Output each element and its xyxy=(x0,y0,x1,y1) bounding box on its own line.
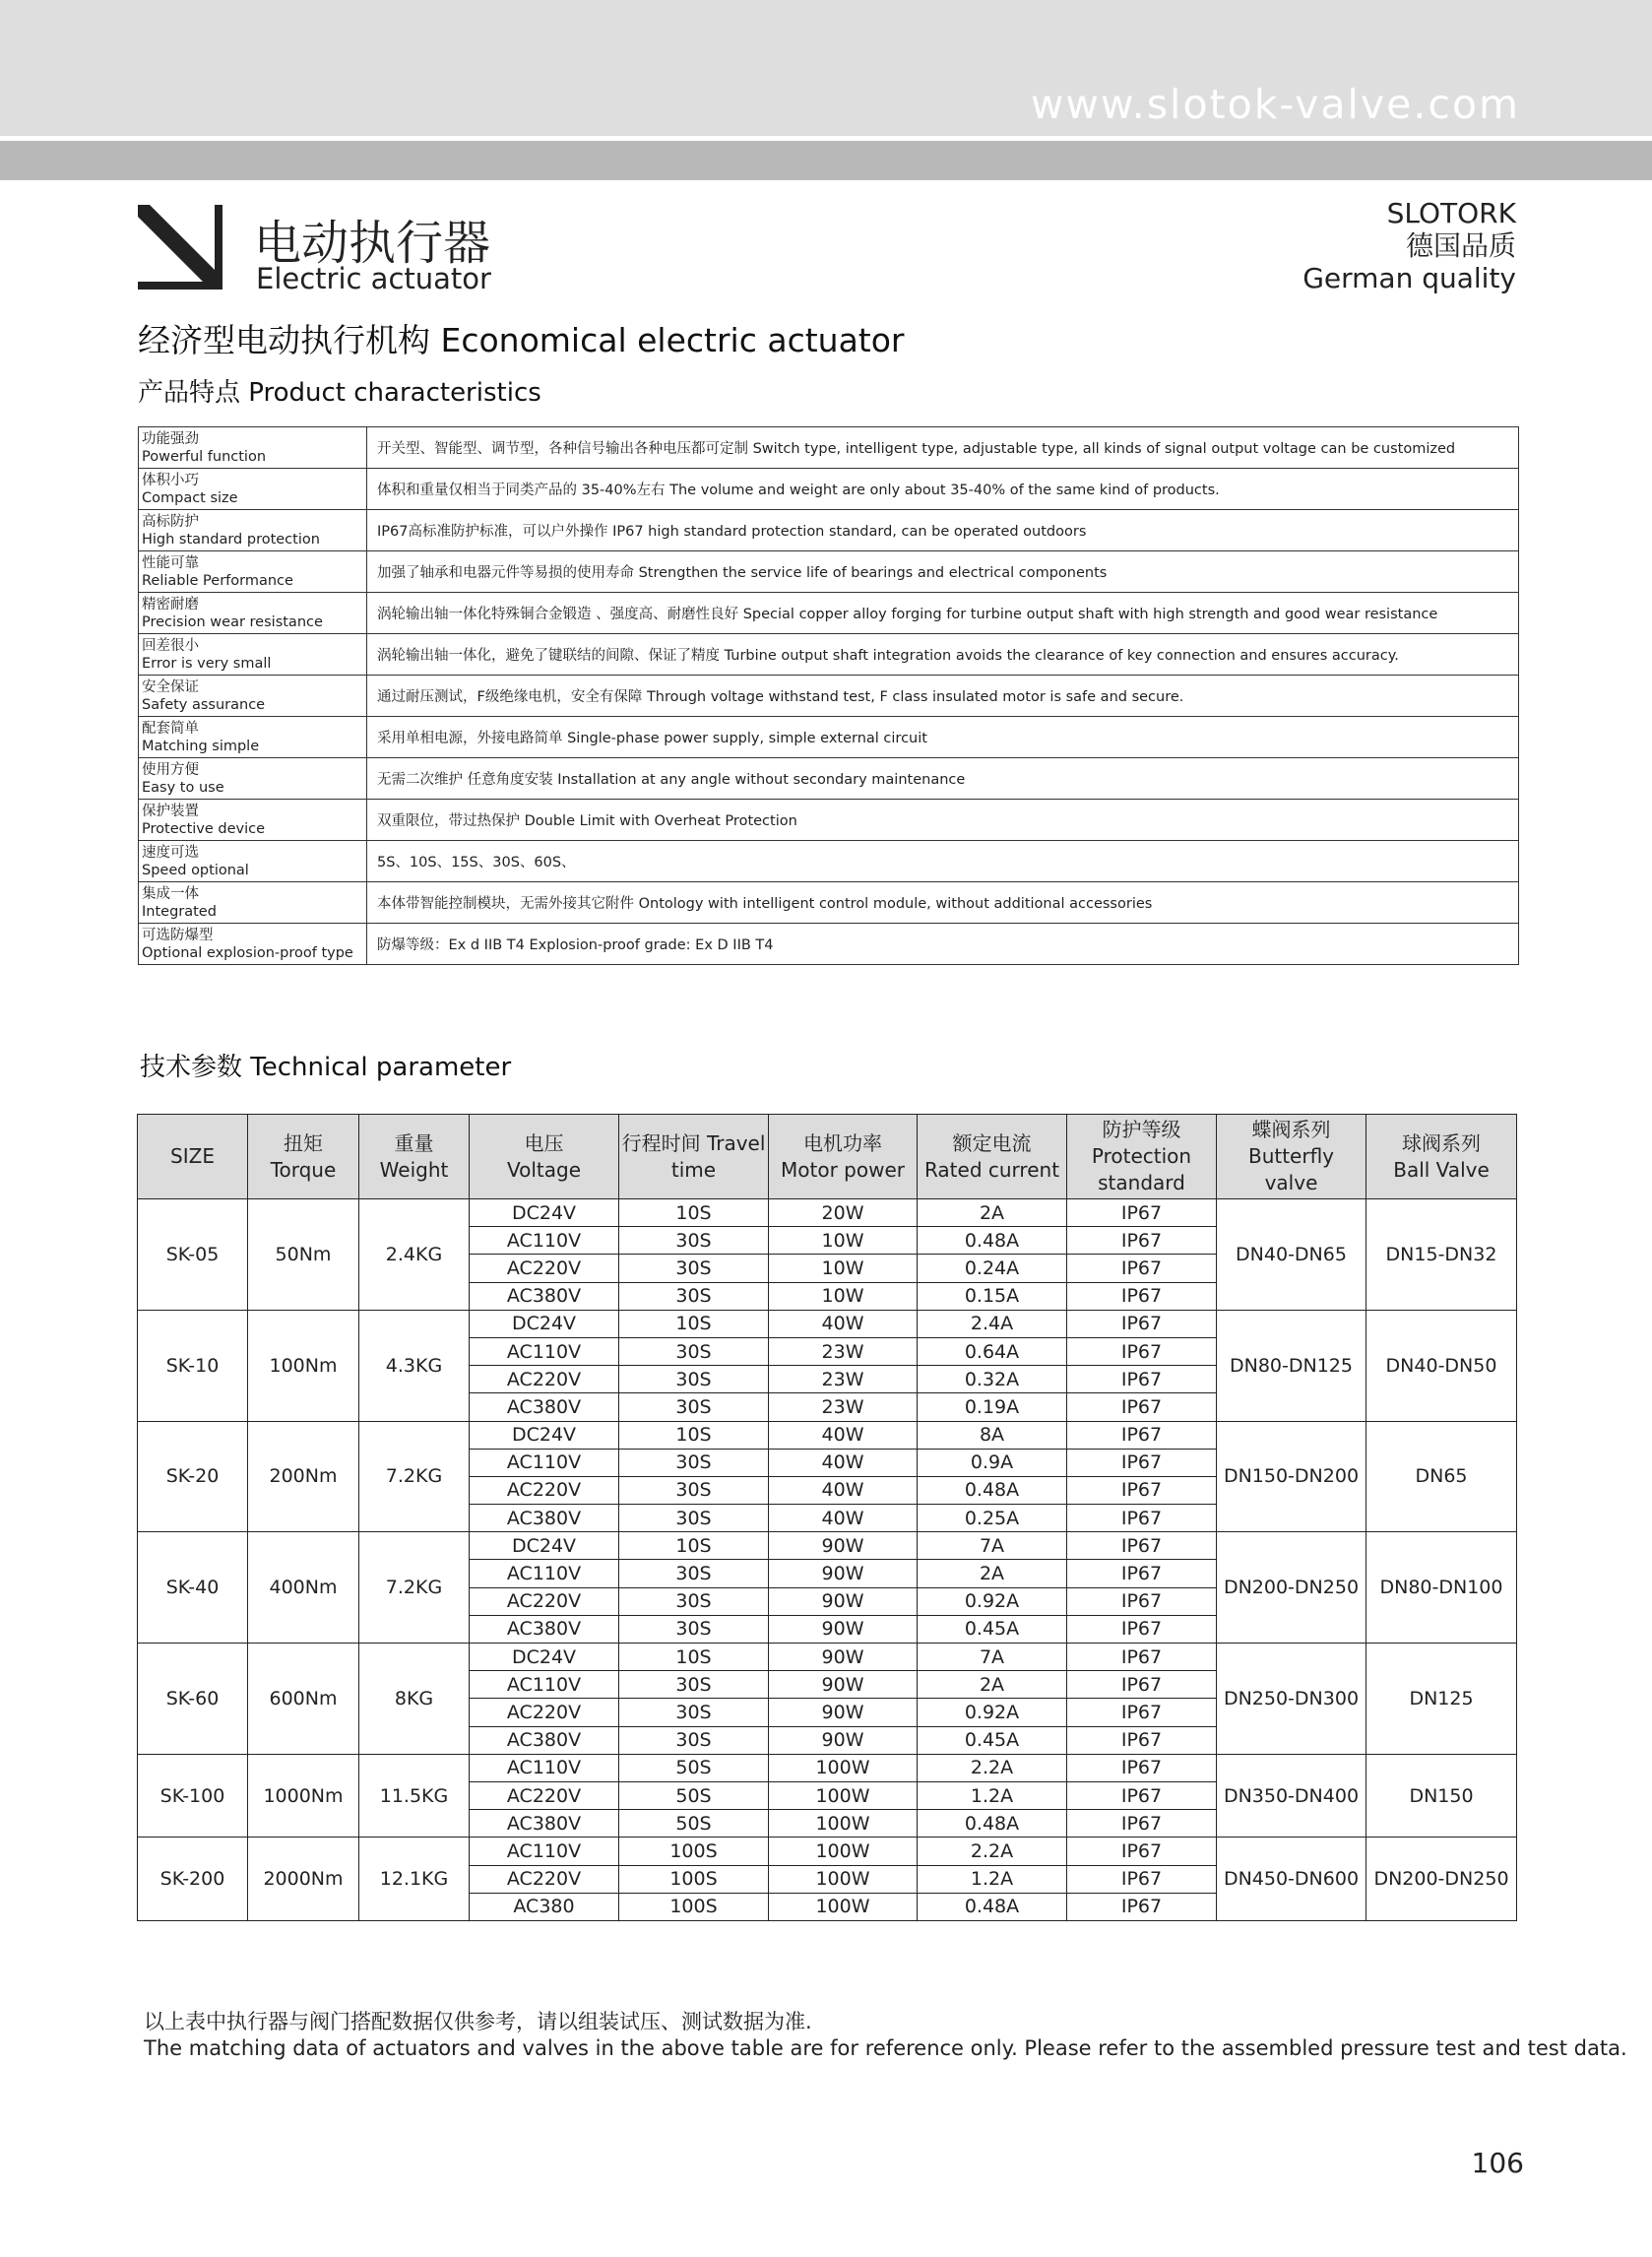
header-cell xyxy=(769,1115,918,1199)
feature-key-en: High standard protection xyxy=(142,531,320,548)
table-row xyxy=(138,1199,1517,1227)
characteristics-heading: 产品特点 Product characteristics xyxy=(138,378,541,408)
motor-power-cell: 23W xyxy=(769,1366,918,1393)
header-cell-line: Rated current xyxy=(923,1157,1060,1182)
protection-cell: IP67 xyxy=(1067,1255,1217,1282)
feature-value: 涡轮输出轴一体化，避免了键联结的间隙、保证了精度 Turbine output shaft integration avoids the clearance of key connection and ensures accuracy. xyxy=(367,634,1519,676)
travel-time-cell: 30S xyxy=(619,1699,769,1726)
feature-key-cn: 安全保证 xyxy=(142,678,199,695)
brand-slogan-cn: 德国品质 xyxy=(1405,229,1516,262)
rated-current-cell: 0.25A xyxy=(918,1505,1067,1532)
rated-current-cell: 7A xyxy=(918,1532,1067,1560)
feature-key-cn: 保护装置 xyxy=(142,803,199,819)
voltage-cell: AC380V xyxy=(470,1393,619,1421)
feature-key-en: Error is very small xyxy=(142,655,272,672)
butterfly-valve-cell: DN200-DN250 xyxy=(1217,1532,1366,1644)
feature-row xyxy=(139,427,1519,469)
table-header-row xyxy=(138,1115,1517,1199)
rated-current-cell: 0.15A xyxy=(918,1282,1067,1310)
protection-cell: IP67 xyxy=(1067,1865,1217,1893)
feature-value: 通过耐压测试，F级绝缘电机，安全有保障 Through voltage withstand test, F class insulated motor is safe and secure. xyxy=(367,676,1519,717)
header-cell-line: Butterfly valve xyxy=(1247,1144,1335,1194)
header-cell-line: Ball Valve xyxy=(1393,1157,1490,1182)
header-cell-line: Weight xyxy=(379,1157,449,1182)
butterfly-valve-cell: DN350-DN400 xyxy=(1217,1754,1366,1838)
rated-current-cell: 1.2A xyxy=(918,1781,1067,1809)
feature-key-en: Powerful function xyxy=(142,448,267,465)
header-cell-line: Protection xyxy=(1091,1144,1192,1168)
travel-time-cell: 30S xyxy=(619,1255,769,1282)
feature-key xyxy=(139,427,367,469)
rated-current-cell: 0.45A xyxy=(918,1615,1067,1643)
size-cell: SK-60 xyxy=(138,1644,248,1755)
feature-key-cn: 可选防爆型 xyxy=(142,927,214,943)
size-cell: SK-10 xyxy=(138,1310,248,1421)
voltage-cell: AC110V xyxy=(470,1754,619,1781)
torque-cell: 200Nm xyxy=(248,1421,359,1532)
feature-key xyxy=(139,800,367,841)
feature-row xyxy=(139,758,1519,800)
table-row xyxy=(138,1754,1517,1781)
protection-cell: IP67 xyxy=(1067,1781,1217,1809)
motor-power-cell: 23W xyxy=(769,1393,918,1421)
protection-cell: IP67 xyxy=(1067,1532,1217,1560)
voltage-cell: AC110V xyxy=(470,1838,619,1865)
travel-time-cell: 50S xyxy=(619,1781,769,1809)
weight-cell: 8KG xyxy=(359,1644,470,1755)
header-cell xyxy=(138,1115,248,1199)
feature-key xyxy=(139,469,367,510)
feature-key xyxy=(139,676,367,717)
ball-valve-cell: DN80-DN100 xyxy=(1366,1532,1517,1644)
motor-power-cell: 40W xyxy=(769,1449,918,1476)
size-cell: SK-40 xyxy=(138,1532,248,1644)
voltage-cell: AC110V xyxy=(470,1671,619,1699)
motor-power-cell: 10W xyxy=(769,1227,918,1255)
characteristics-table xyxy=(138,426,1519,965)
travel-time-cell: 30S xyxy=(619,1393,769,1421)
travel-time-cell: 30S xyxy=(619,1227,769,1255)
feature-row xyxy=(139,800,1519,841)
torque-cell: 1000Nm xyxy=(248,1754,359,1838)
rated-current-cell: 2A xyxy=(918,1560,1067,1587)
butterfly-valve-cell: DN80-DN125 xyxy=(1217,1310,1366,1421)
protection-cell: IP67 xyxy=(1067,1671,1217,1699)
feature-key xyxy=(139,758,367,800)
rated-current-cell: 7A xyxy=(918,1644,1067,1671)
motor-power-cell: 23W xyxy=(769,1337,918,1365)
voltage-cell: AC220V xyxy=(470,1255,619,1282)
voltage-cell: AC110V xyxy=(470,1227,619,1255)
feature-key xyxy=(139,634,367,676)
feature-row xyxy=(139,469,1519,510)
feature-row xyxy=(139,634,1519,676)
rated-current-cell: 2.2A xyxy=(918,1838,1067,1865)
feature-key-cn: 精密耐磨 xyxy=(142,596,199,613)
motor-power-cell: 100W xyxy=(769,1865,918,1893)
weight-cell: 11.5KG xyxy=(359,1754,470,1838)
butterfly-valve-cell: DN250-DN300 xyxy=(1217,1644,1366,1755)
travel-time-cell: 100S xyxy=(619,1838,769,1865)
voltage-cell: DC24V xyxy=(470,1532,619,1560)
rated-current-cell: 8A xyxy=(918,1421,1067,1449)
motor-power-cell: 100W xyxy=(769,1781,918,1809)
travel-time-cell: 30S xyxy=(619,1366,769,1393)
motor-power-cell: 40W xyxy=(769,1310,918,1337)
rated-current-cell: 0.92A xyxy=(918,1587,1067,1615)
header-cell xyxy=(359,1115,470,1199)
feature-key-cn: 配套简单 xyxy=(142,720,199,737)
voltage-cell: DC24V xyxy=(470,1310,619,1337)
brand-name: SLOTORK xyxy=(1386,197,1516,229)
header-cell xyxy=(918,1115,1067,1199)
footnote-en: The matching data of actuators and valves in the above table are for reference only. Please refer to the assembled pressure test and test data. xyxy=(144,2036,1627,2060)
header-cell-line: standard xyxy=(1098,1171,1185,1194)
feature-row xyxy=(139,593,1519,634)
motor-power-cell: 20W xyxy=(769,1199,918,1227)
ball-valve-cell: DN150 xyxy=(1366,1754,1517,1838)
protection-cell: IP67 xyxy=(1067,1449,1217,1476)
butterfly-valve-cell: DN450-DN600 xyxy=(1217,1838,1366,1921)
weight-cell: 7.2KG xyxy=(359,1532,470,1644)
header-cell-line: 防护等级 xyxy=(1102,1118,1181,1141)
voltage-cell: DC24V xyxy=(470,1644,619,1671)
header-cell xyxy=(1067,1115,1217,1199)
header-cell-line: Motor power xyxy=(781,1157,905,1182)
feature-value: 双重限位，带过热保护 Double Limit with Overheat Protection xyxy=(367,800,1519,841)
voltage-cell: AC220V xyxy=(470,1781,619,1809)
protection-cell: IP67 xyxy=(1067,1587,1217,1615)
protection-cell: IP67 xyxy=(1067,1337,1217,1365)
feature-value: IP67高标准防护标准，可以户外操作 IP67 high standard protection standard, can be operated outdoors xyxy=(367,510,1519,551)
protection-cell: IP67 xyxy=(1067,1282,1217,1310)
voltage-cell: AC380 xyxy=(470,1893,619,1920)
feature-value: 本体带智能控制模块，无需外接其它附件 Ontology with intelligent control module, without additional accessories xyxy=(367,882,1519,924)
header-cell-line: time xyxy=(670,1157,717,1182)
rated-current-cell: 0.48A xyxy=(918,1893,1067,1920)
weight-cell: 7.2KG xyxy=(359,1421,470,1532)
torque-cell: 2000Nm xyxy=(248,1838,359,1921)
size-cell: SK-20 xyxy=(138,1421,248,1532)
header-cell xyxy=(1366,1115,1517,1199)
header-cell-line: Voltage xyxy=(506,1157,582,1182)
motor-power-cell: 100W xyxy=(769,1838,918,1865)
protection-cell: IP67 xyxy=(1067,1644,1217,1671)
ball-valve-cell: DN65 xyxy=(1366,1421,1517,1532)
travel-time-cell: 50S xyxy=(619,1810,769,1838)
torque-cell: 50Nm xyxy=(248,1199,359,1311)
voltage-cell: AC380V xyxy=(470,1726,619,1754)
weight-cell: 2.4KG xyxy=(359,1199,470,1311)
butterfly-valve-cell: DN40-DN65 xyxy=(1217,1199,1366,1311)
voltage-cell: AC380V xyxy=(470,1282,619,1310)
feature-key-en: Integrated xyxy=(142,903,217,920)
header-cell-line: 电压 xyxy=(524,1130,564,1155)
header-cell-line: 球阀系列 xyxy=(1402,1130,1481,1155)
weight-cell: 12.1KG xyxy=(359,1838,470,1921)
protection-cell: IP67 xyxy=(1067,1810,1217,1838)
technical-heading: 技术参数 Technical parameter xyxy=(140,1053,512,1082)
torque-cell: 600Nm xyxy=(248,1644,359,1755)
size-cell: SK-100 xyxy=(138,1754,248,1838)
feature-key xyxy=(139,882,367,924)
voltage-cell: AC220V xyxy=(470,1587,619,1615)
protection-cell: IP67 xyxy=(1067,1615,1217,1643)
motor-power-cell: 10W xyxy=(769,1255,918,1282)
rated-current-cell: 2A xyxy=(918,1671,1067,1699)
travel-time-cell: 10S xyxy=(619,1532,769,1560)
header-cell-line: 扭矩 xyxy=(284,1130,323,1155)
feature-key xyxy=(139,841,367,882)
feature-key-en: Matching simple xyxy=(142,738,260,754)
torque-cell: 100Nm xyxy=(248,1310,359,1421)
technical-parameter-table xyxy=(137,1114,1517,1921)
protection-cell: IP67 xyxy=(1067,1421,1217,1449)
protection-cell: IP67 xyxy=(1067,1754,1217,1781)
feature-key-en: Speed optional xyxy=(142,862,249,878)
feature-key-en: Easy to use xyxy=(142,779,224,796)
feature-row xyxy=(139,882,1519,924)
travel-time-cell: 30S xyxy=(619,1560,769,1587)
motor-power-cell: 10W xyxy=(769,1282,918,1310)
protection-cell: IP67 xyxy=(1067,1366,1217,1393)
rated-current-cell: 0.64A xyxy=(918,1337,1067,1365)
travel-time-cell: 30S xyxy=(619,1282,769,1310)
protection-cell: IP67 xyxy=(1067,1227,1217,1255)
travel-time-cell: 30S xyxy=(619,1615,769,1643)
rated-current-cell: 0.24A xyxy=(918,1255,1067,1282)
feature-value: 加强了轴承和电器元件等易损的使用寿命 Strengthen the service life of bearings and electrical components xyxy=(367,551,1519,593)
rated-current-cell: 0.9A xyxy=(918,1449,1067,1476)
protection-cell: IP67 xyxy=(1067,1838,1217,1865)
size-cell: SK-200 xyxy=(138,1838,248,1921)
travel-time-cell: 30S xyxy=(619,1505,769,1532)
feature-key xyxy=(139,551,367,593)
travel-time-cell: 30S xyxy=(619,1449,769,1476)
feature-row xyxy=(139,676,1519,717)
motor-power-cell: 40W xyxy=(769,1505,918,1532)
header-cell-line: 蝶阀系列 xyxy=(1251,1118,1331,1141)
rated-current-cell: 0.19A xyxy=(918,1393,1067,1421)
table-row xyxy=(138,1310,1517,1337)
voltage-cell: AC220V xyxy=(470,1865,619,1893)
voltage-cell: AC110V xyxy=(470,1337,619,1365)
travel-time-cell: 100S xyxy=(619,1893,769,1920)
protection-cell: IP67 xyxy=(1067,1476,1217,1504)
feature-row xyxy=(139,510,1519,551)
protection-cell: IP67 xyxy=(1067,1310,1217,1337)
page-title-en: Electric actuator xyxy=(256,262,491,295)
feature-row xyxy=(139,924,1519,965)
feature-key-cn: 回差很小 xyxy=(142,637,199,654)
feature-key-cn: 使用方便 xyxy=(142,761,199,778)
rated-current-cell: 0.92A xyxy=(918,1699,1067,1726)
feature-key-en: Compact size xyxy=(142,489,238,506)
travel-time-cell: 30S xyxy=(619,1337,769,1365)
protection-cell: IP67 xyxy=(1067,1560,1217,1587)
voltage-cell: AC110V xyxy=(470,1449,619,1476)
motor-power-cell: 90W xyxy=(769,1615,918,1643)
feature-key xyxy=(139,593,367,634)
feature-row xyxy=(139,717,1519,758)
ball-valve-cell: DN200-DN250 xyxy=(1366,1838,1517,1921)
feature-key-cn: 功能强劲 xyxy=(142,430,199,447)
motor-power-cell: 90W xyxy=(769,1532,918,1560)
page-number: 106 xyxy=(1471,2147,1524,2179)
feature-key-cn: 高标防护 xyxy=(142,513,199,530)
feature-value: 开关型、智能型、调节型，各种信号输出各种电压都可定制 Switch type, intelligent type, adjustable type, all kinds of signal output voltage can be customized xyxy=(367,427,1519,469)
motor-power-cell: 90W xyxy=(769,1671,918,1699)
motor-power-cell: 90W xyxy=(769,1726,918,1754)
website-url[interactable]: www.slotok-valve.com xyxy=(1030,81,1520,128)
rated-current-cell: 1.2A xyxy=(918,1865,1067,1893)
footnote-cn: 以上表中执行器与阀门搭配数据仅供参考，请以组装试压、测试数据为准. xyxy=(144,2010,812,2033)
rated-current-cell: 2.4A xyxy=(918,1310,1067,1337)
feature-key-en: Safety assurance xyxy=(142,696,266,713)
arrow-down-right-icon xyxy=(138,205,222,290)
feature-key-en: Optional explosion-proof type xyxy=(142,944,353,961)
size-cell: SK-05 xyxy=(138,1199,248,1311)
protection-cell: IP67 xyxy=(1067,1505,1217,1532)
protection-cell: IP67 xyxy=(1067,1699,1217,1726)
table-row xyxy=(138,1838,1517,1865)
voltage-cell: DC24V xyxy=(470,1199,619,1227)
header-cell-line: 重量 xyxy=(394,1130,434,1155)
motor-power-cell: 100W xyxy=(769,1810,918,1838)
feature-value: 防爆等级：Ex d IIB T4 Explosion-proof grade: Ex D IIB T4 xyxy=(367,924,1519,965)
ball-valve-cell: DN40-DN50 xyxy=(1366,1310,1517,1421)
motor-power-cell: 100W xyxy=(769,1893,918,1920)
motor-power-cell: 40W xyxy=(769,1421,918,1449)
travel-time-cell: 50S xyxy=(619,1754,769,1781)
feature-value: 涡轮输出轴一体化特殊铜合金锻造 、强度高、耐磨性良好 Special copper alloy forging for turbine output shaft with high strength and good wear resistance xyxy=(367,593,1519,634)
ball-valve-cell: DN15-DN32 xyxy=(1366,1199,1517,1311)
voltage-cell: AC220V xyxy=(470,1699,619,1726)
feature-key-cn: 速度可选 xyxy=(142,844,199,861)
voltage-cell: AC220V xyxy=(470,1366,619,1393)
travel-time-cell: 30S xyxy=(619,1587,769,1615)
motor-power-cell: 90W xyxy=(769,1699,918,1726)
protection-cell: IP67 xyxy=(1067,1393,1217,1421)
header-cell-line: 行程时间 Travel xyxy=(621,1130,766,1155)
header-cell xyxy=(248,1115,359,1199)
motor-power-cell: 100W xyxy=(769,1754,918,1781)
rated-current-cell: 0.48A xyxy=(918,1227,1067,1255)
feature-key-cn: 集成一体 xyxy=(142,885,199,902)
feature-key-cn: 性能可靠 xyxy=(142,554,199,571)
voltage-cell: AC380V xyxy=(470,1505,619,1532)
motor-power-cell: 40W xyxy=(769,1476,918,1504)
protection-cell: IP67 xyxy=(1067,1726,1217,1754)
header-cell-line: 电机功率 xyxy=(803,1130,882,1155)
torque-cell: 400Nm xyxy=(248,1532,359,1644)
feature-row xyxy=(139,551,1519,593)
voltage-cell: AC110V xyxy=(470,1560,619,1587)
protection-cell: IP67 xyxy=(1067,1199,1217,1227)
feature-key-en: Precision wear resistance xyxy=(142,613,323,630)
page-title-cn: 电动执行器 xyxy=(254,216,491,271)
motor-power-cell: 90W xyxy=(769,1644,918,1671)
travel-time-cell: 10S xyxy=(619,1421,769,1449)
motor-power-cell: 90W xyxy=(769,1587,918,1615)
protection-cell: IP67 xyxy=(1067,1893,1217,1920)
travel-time-cell: 10S xyxy=(619,1644,769,1671)
travel-time-cell: 30S xyxy=(619,1726,769,1754)
feature-key xyxy=(139,510,367,551)
voltage-cell: AC380V xyxy=(470,1810,619,1838)
rated-current-cell: 2.2A xyxy=(918,1754,1067,1781)
header-gray-bar xyxy=(0,141,1652,180)
rated-current-cell: 0.48A xyxy=(918,1476,1067,1504)
header-cell xyxy=(619,1115,769,1199)
brand-block xyxy=(1303,197,1516,294)
feature-key xyxy=(139,924,367,965)
header-cell xyxy=(1217,1115,1366,1199)
brand-slogan-en: German quality xyxy=(1303,262,1516,294)
rated-current-cell: 2A xyxy=(918,1199,1067,1227)
feature-key xyxy=(139,717,367,758)
header-cell-line: Torque xyxy=(270,1157,337,1182)
feature-key-cn: 体积小巧 xyxy=(142,472,199,488)
voltage-cell: AC220V xyxy=(470,1476,619,1504)
travel-time-cell: 10S xyxy=(619,1310,769,1337)
rated-current-cell: 0.45A xyxy=(918,1726,1067,1754)
travel-time-cell: 100S xyxy=(619,1865,769,1893)
feature-key-en: Protective device xyxy=(142,820,266,837)
rated-current-cell: 0.32A xyxy=(918,1366,1067,1393)
travel-time-cell: 10S xyxy=(619,1199,769,1227)
feature-value: 无需二次维护 任意角度安装 Installation at any angle without secondary maintenance xyxy=(367,758,1519,800)
table-row xyxy=(138,1421,1517,1449)
rated-current-cell: 0.48A xyxy=(918,1810,1067,1838)
voltage-cell: AC380V xyxy=(470,1615,619,1643)
motor-power-cell: 90W xyxy=(769,1560,918,1587)
feature-key-en: Reliable Performance xyxy=(142,572,293,589)
feature-row xyxy=(139,841,1519,882)
table-row xyxy=(138,1644,1517,1671)
weight-cell: 4.3KG xyxy=(359,1310,470,1421)
feature-value: 体积和重量仅相当于同类产品的 35-40%左右 The volume and weight are only about 35-40% of the same kind of products. xyxy=(367,469,1519,510)
feature-value: 5S、10S、15S、30S、60S、 xyxy=(367,841,1519,882)
voltage-cell: DC24V xyxy=(470,1421,619,1449)
ball-valve-cell: DN125 xyxy=(1366,1644,1517,1755)
table-row xyxy=(138,1532,1517,1560)
travel-time-cell: 30S xyxy=(619,1671,769,1699)
section-title: 经济型电动执行机构 Economical electric actuator xyxy=(138,321,905,359)
feature-value: 采用单相电源，外接电路简单 Single-phase power supply, simple external circuit xyxy=(367,717,1519,758)
header-cell xyxy=(470,1115,619,1199)
header-cell-line: SIZE xyxy=(170,1144,215,1168)
header-cell-line: 额定电流 xyxy=(952,1130,1032,1155)
butterfly-valve-cell: DN150-DN200 xyxy=(1217,1421,1366,1532)
travel-time-cell: 30S xyxy=(619,1476,769,1504)
